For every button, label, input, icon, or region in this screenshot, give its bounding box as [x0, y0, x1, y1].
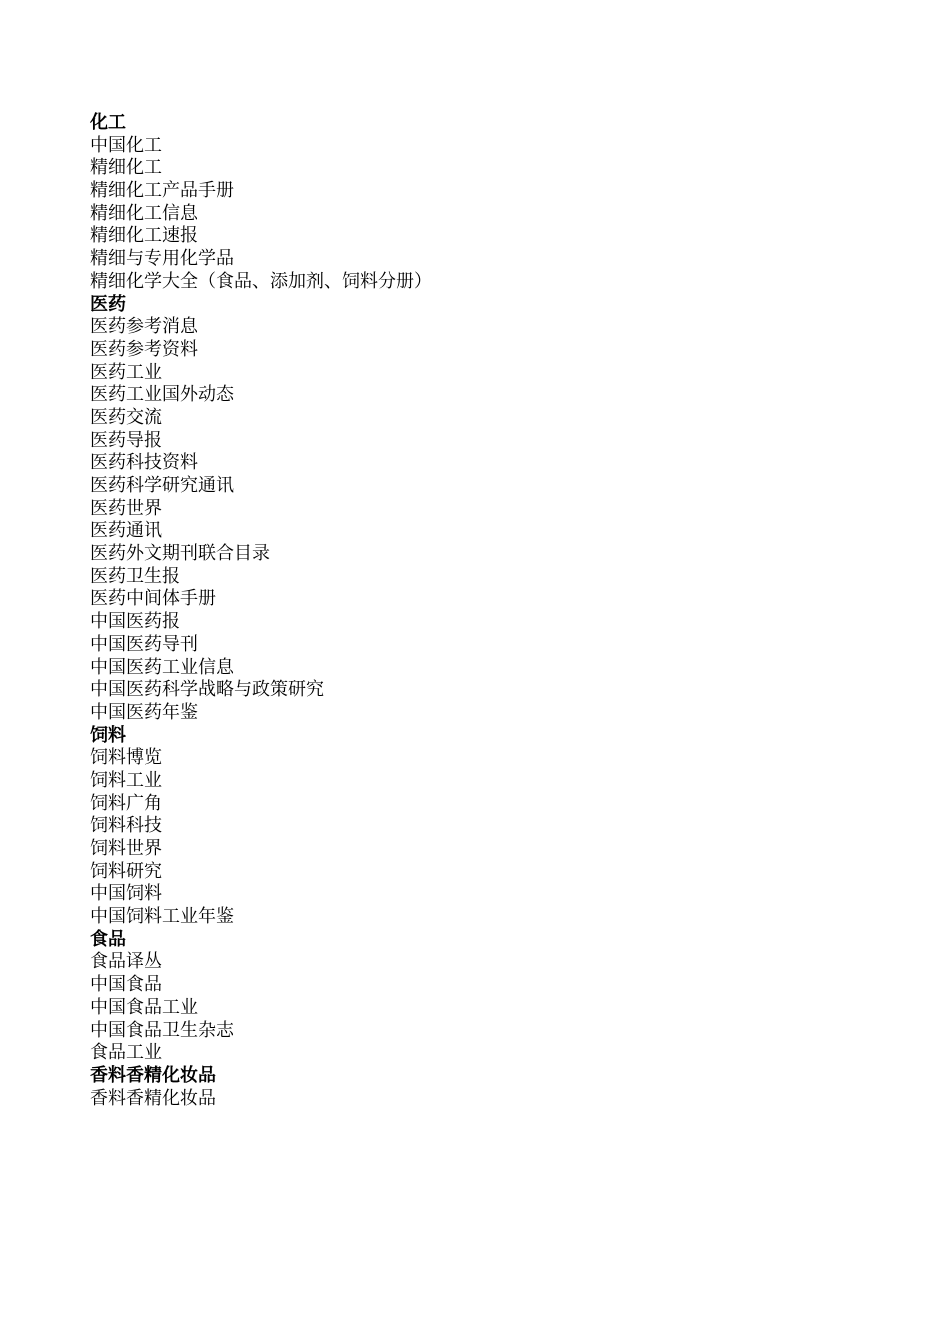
list-item: 医药外文期刊联合目录 [90, 543, 270, 565]
list-item: 食品译丛 [90, 951, 162, 973]
list-item: 精细化工速报 [90, 225, 198, 247]
list-item: 医药中间体手册 [90, 588, 216, 610]
list-item: 精细与专用化学品 [90, 248, 234, 270]
list-item: 饲料研究 [90, 860, 162, 882]
list-item: 食品工业 [90, 1042, 162, 1064]
list-item: 中国医药工业信息 [90, 656, 234, 678]
list-item: 医药交流 [90, 406, 162, 428]
section-food [90, 929, 890, 1065]
list-item: 中国食品 [90, 974, 162, 996]
list-item: 中国饲料 [90, 883, 162, 905]
list-item: 医药工业 [90, 361, 162, 383]
list-item: 精细化工产品手册 [90, 180, 234, 202]
list-item: 饲料广角 [90, 792, 162, 814]
section-heading: 饲料 [90, 724, 126, 746]
list-item: 饲料博览 [90, 747, 162, 769]
list-item: 精细化工 [90, 157, 162, 179]
section-medicine [90, 294, 890, 725]
list-item: 中国化工 [90, 134, 162, 156]
list-item: 中国食品工业 [90, 996, 198, 1018]
section-heading: 化工 [90, 112, 126, 133]
list-item: 饲料科技 [90, 815, 162, 837]
list-item: 中国饲料工业年鉴 [90, 906, 234, 928]
list-item: 精细化工信息 [90, 202, 198, 224]
section-chemical [90, 112, 890, 294]
list-item: 医药参考消息 [90, 316, 198, 338]
list-item: 医药世界 [90, 497, 162, 519]
list-item: 中国医药导刊 [90, 633, 198, 655]
list-item: 中国医药科学战略与政策研究 [90, 679, 324, 701]
list-item: 中国食品卫生杂志 [90, 1019, 234, 1041]
section-heading: 香料香精化妆品 [90, 1064, 216, 1086]
list-item: 精细化学大全（食品、添加剂、饲料分册） [90, 270, 432, 292]
list-item: 医药工业国外动态 [90, 384, 234, 406]
section-fragrance-cosmetics [90, 1065, 890, 1110]
document-page [90, 112, 890, 1110]
list-item: 中国医药报 [90, 611, 180, 633]
list-item: 医药参考资料 [90, 338, 198, 360]
section-heading: 医药 [90, 293, 126, 315]
list-item: 中国医药年鉴 [90, 701, 198, 723]
list-item: 医药卫生报 [90, 565, 180, 587]
list-item: 医药科技资料 [90, 452, 198, 474]
list-item: 医药导报 [90, 429, 162, 451]
list-item: 饲料工业 [90, 769, 162, 791]
list-item: 饲料世界 [90, 838, 162, 859]
section-heading: 食品 [90, 928, 126, 950]
list-item: 医药科学研究通讯 [90, 475, 234, 496]
list-item: 香料香精化妆品 [90, 1087, 216, 1109]
section-feed [90, 725, 890, 929]
list-item: 医药通讯 [90, 520, 162, 542]
